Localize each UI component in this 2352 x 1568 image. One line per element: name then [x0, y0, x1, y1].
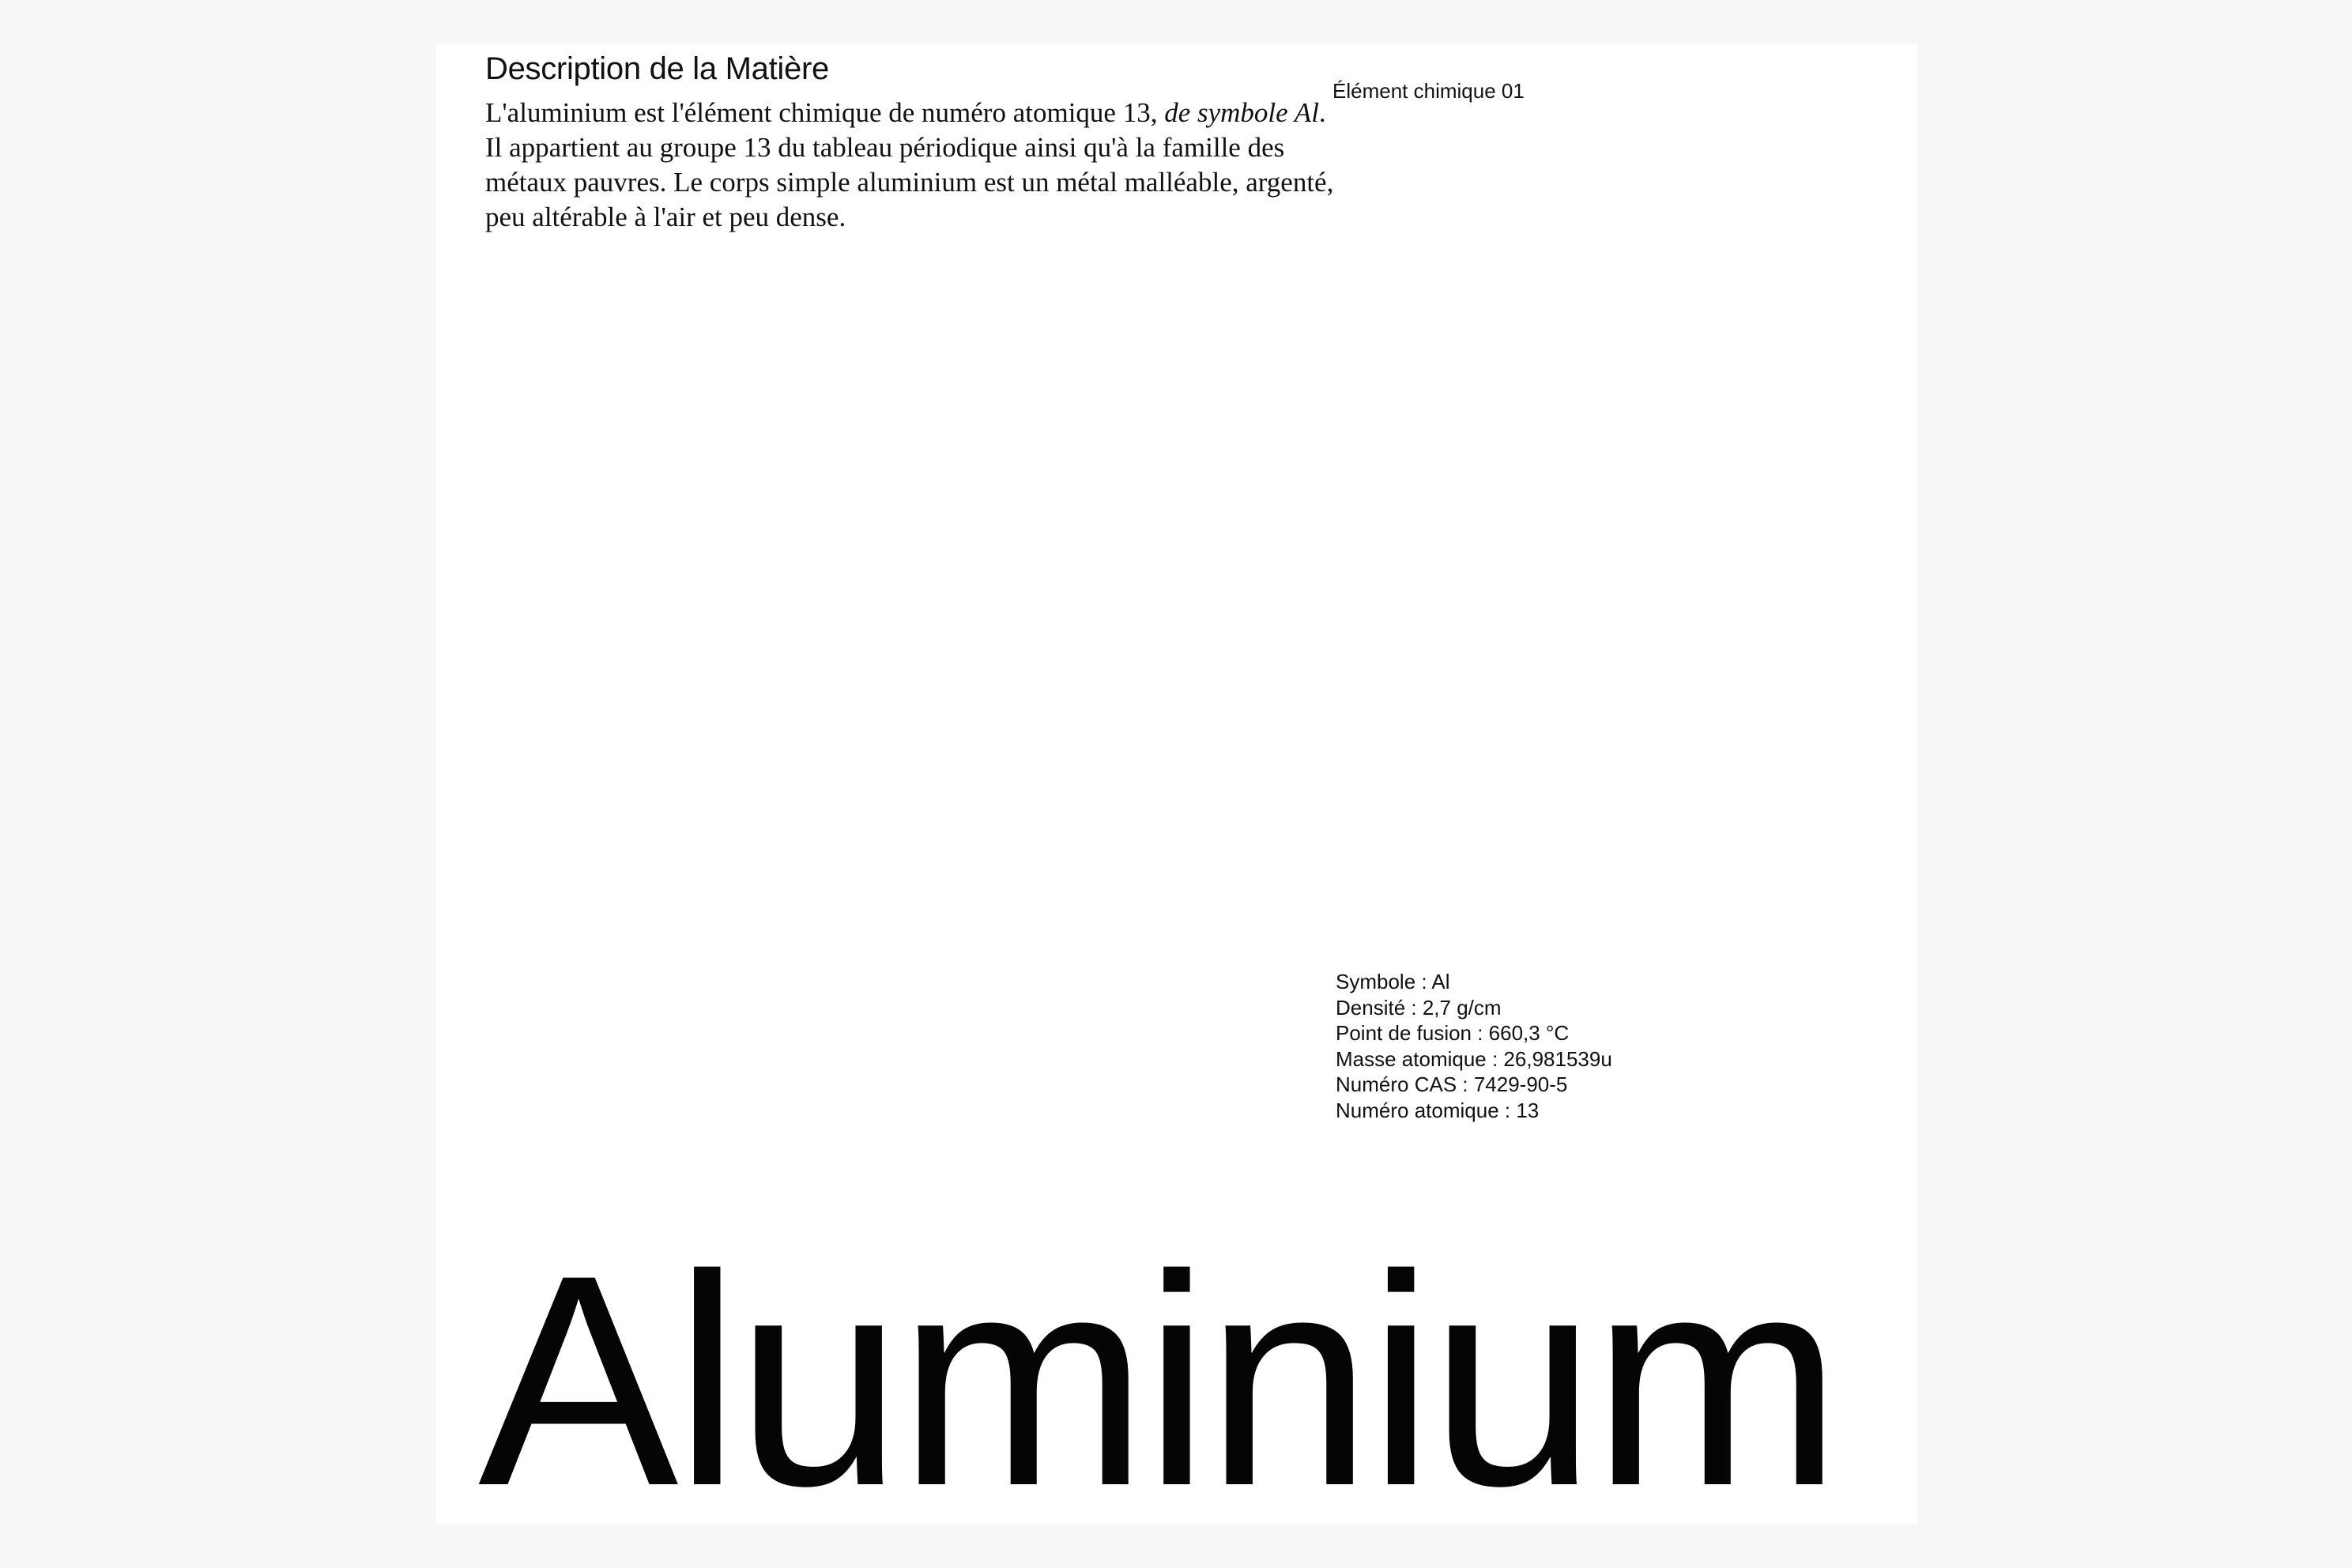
description-text-start: L'aluminium est l'élément chimique de numéro atomique 13,: [485, 97, 1165, 128]
document-sheet: [435, 43, 1917, 1525]
properties-list: [1336, 969, 1612, 1123]
property-atomic-mass: Masse atomique : 26,981539u: [1336, 1046, 1612, 1071]
element-name-display: Aluminium: [478, 1212, 1838, 1525]
property-density: Densité : 2,7 g/cm: [1336, 995, 1502, 1020]
property-cas-number: Numéro CAS : 7429-90-5: [1336, 1072, 1568, 1096]
property-symbol: Symbole : Al: [1336, 970, 1450, 993]
section-heading: Description de la Matière: [485, 51, 829, 86]
description-paragraph: [485, 96, 1339, 235]
property-melting-point: Point de fusion : 660,3 °C: [1336, 1021, 1570, 1045]
description-text-end: . Il appartient au groupe 13 du tableau périodique ainsi qu'à la famille des métaux pauvres. Le corps simple aluminium est un métal malléable, argenté, peu altérable à l'air et peu dense.: [485, 97, 1334, 232]
description-italic-text: de symbole Al: [1164, 97, 1319, 128]
element-index-label: Élément chimique 01: [1332, 79, 1525, 103]
property-atomic-number: Numéro atomique : 13: [1336, 1098, 1540, 1122]
